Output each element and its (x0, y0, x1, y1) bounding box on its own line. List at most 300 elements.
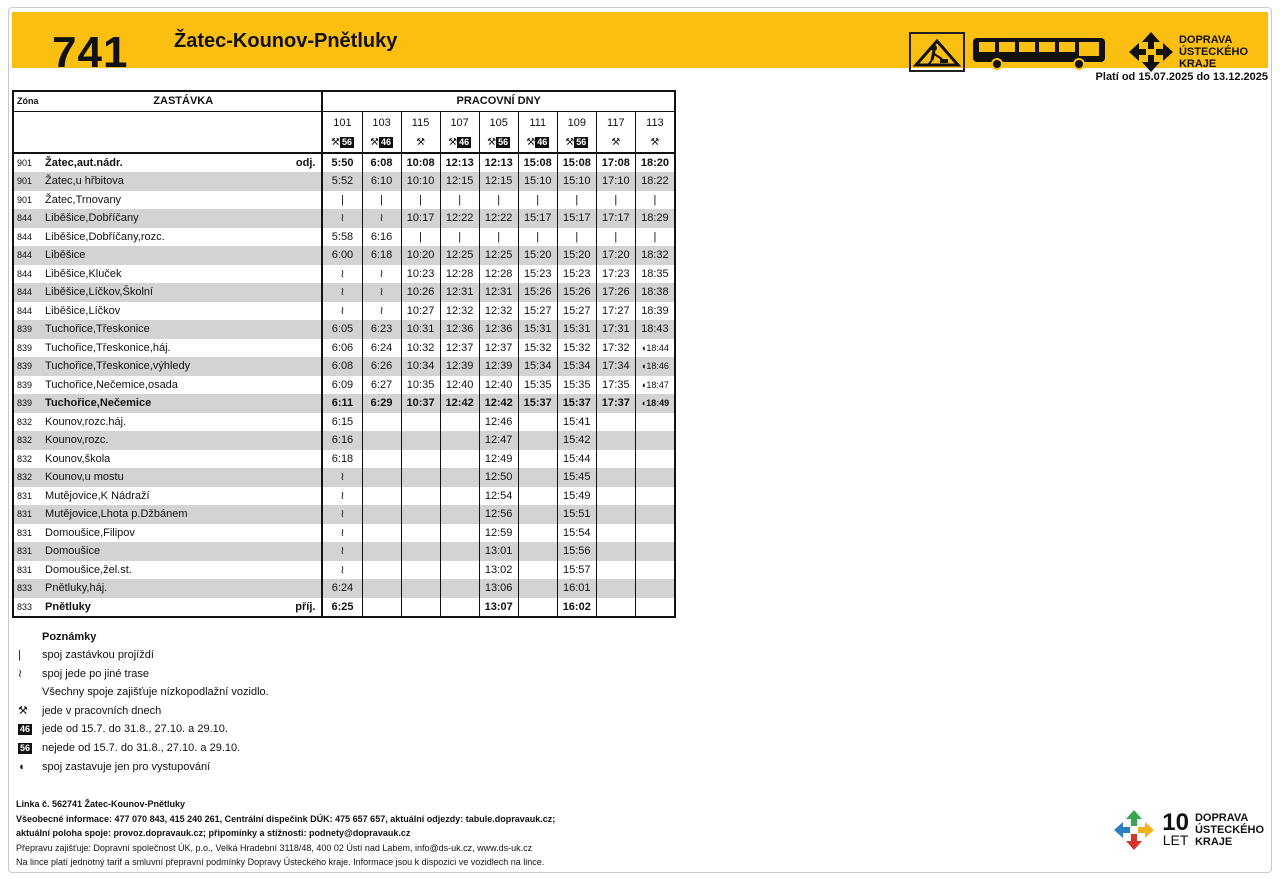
time-cell: 12:28 (440, 265, 479, 284)
workday-icon: ⚒ (487, 136, 497, 148)
time-cell: | (596, 191, 635, 210)
time-cell: 12:49 (479, 450, 518, 469)
time-cell (362, 542, 401, 561)
trip-column-header (401, 111, 440, 153)
stop-name: Tuchořice,Nečemice,osada (45, 378, 178, 391)
time-cell: 17:08 (596, 153, 635, 173)
zone-header: Zóna (13, 91, 45, 111)
trip-number: 103 (372, 116, 391, 129)
time-cell (401, 505, 440, 524)
note-text: spoj zastavuje jen pro vystupování (42, 760, 211, 773)
time-cell: 18:20 (635, 153, 675, 173)
zone-cell: 901 (13, 172, 45, 191)
note-symbol (16, 702, 42, 721)
time-cell: 15:37 (557, 394, 596, 413)
zone-cell: 833 (13, 598, 45, 618)
time-cell: | (635, 191, 675, 210)
time-cell (401, 487, 440, 506)
zone-cell: 832 (13, 431, 45, 450)
time-cell: 12:39 (440, 357, 479, 376)
time-cell: ≀ (322, 542, 362, 561)
time-cell: 6:00 (322, 246, 362, 265)
notes-title: Poznámky (42, 631, 97, 643)
note-symbol (16, 739, 42, 758)
trip-symbols (480, 134, 518, 152)
table-row (13, 487, 675, 506)
note-item (16, 702, 269, 721)
trip-column-header (635, 111, 675, 153)
time-cell: 15:32 (518, 339, 557, 358)
roadwork-icon (909, 32, 965, 72)
table-row (13, 228, 675, 247)
stop-cell (45, 320, 322, 339)
time-cell: 12:42 (479, 394, 518, 413)
note-item (16, 720, 269, 739)
time-cell: 18:43 (635, 320, 675, 339)
bus-icon (971, 34, 1107, 70)
time-cell (518, 524, 557, 543)
time-cell: 15:10 (557, 172, 596, 191)
time-cell: ≀ (362, 265, 401, 284)
workday-icon: ⚒ (370, 136, 379, 148)
note-text: Všechny spoje zajišťuje nízkopodlažní vozidlo. (42, 686, 269, 699)
zone-cell: 831 (13, 505, 45, 524)
time-cell: 15:34 (557, 357, 596, 376)
time-cell: 15:20 (518, 246, 557, 265)
time-cell: 15:27 (557, 302, 596, 321)
time-cell (440, 468, 479, 487)
time-cell: 10:32 (401, 339, 440, 358)
time-cell (596, 431, 635, 450)
time-cell: 12:25 (479, 246, 518, 265)
time-cell (596, 542, 635, 561)
anniversary-logo (1112, 808, 1264, 852)
table-row (13, 394, 675, 413)
stop-name: Tuchořice,Třeskonice,háj. (45, 341, 171, 354)
stop-cell (45, 191, 322, 210)
note-item (16, 758, 269, 777)
time-cell: 10:23 (401, 265, 440, 284)
brand-name (1179, 34, 1248, 70)
time-cell (635, 450, 675, 469)
workday-icon: ⚒ (416, 136, 426, 148)
time-cell: 13:07 (479, 598, 518, 618)
time-cell (401, 579, 440, 598)
table-row (13, 153, 675, 173)
table-header-row (13, 91, 675, 111)
time-cell (635, 579, 675, 598)
note-text: spoj zastávkou projíždí (42, 649, 154, 661)
time-cell: ≀ (322, 505, 362, 524)
stop-name: Domoušice,Filipov (45, 526, 135, 539)
time-cell (596, 598, 635, 618)
time-cell: 17:17 (596, 209, 635, 228)
stop-name: Domoušice (45, 545, 101, 558)
zone-cell: 839 (13, 339, 45, 358)
time-cell: 18:39 (635, 302, 675, 321)
time-cell: 12:40 (479, 376, 518, 395)
time-cell (440, 561, 479, 580)
time-cell: 15:51 (557, 505, 596, 524)
time-cell: | (322, 191, 362, 210)
time-cell (635, 561, 675, 580)
trip-symbols (441, 134, 479, 152)
footer-operator: Přepravu zajišťuje: Dopravní společnost ÚK, p.o., Velká Hradební 3118/48, 400 02 Ústí nad Labem, info@ds-uk.cz, www.ds-uk.cz (16, 842, 533, 853)
workday-icon: ⚒ (611, 136, 621, 148)
anniversary-brand (1195, 812, 1264, 848)
time-cell (362, 431, 401, 450)
time-cell: 16:01 (557, 579, 596, 598)
time-cell: 5:52 (322, 172, 362, 191)
time-cell: 10:26 (401, 283, 440, 302)
route-name: Žatec-Kounov-Pnětluky (174, 30, 398, 52)
time-cell: 12:22 (479, 209, 518, 228)
footer-line-id: Linka č. 562741 Žatec-Kounov-Pnětluky (16, 799, 186, 809)
note-text: nejede od 15.7. do 31.8., 27.10. a 29.10. (42, 741, 241, 754)
stop-cell (45, 246, 322, 265)
zone-cell: 844 (13, 246, 45, 265)
brand-arrows-icon (1127, 30, 1175, 74)
time-cell (596, 487, 635, 506)
note-symbol (16, 720, 42, 739)
note-text: spoj jede po jiné trase (42, 667, 150, 680)
stop-name: Žatec,u hřbitova (45, 175, 124, 188)
trip-number: 109 (567, 116, 586, 129)
zone-cell: 832 (13, 450, 45, 469)
zone-cell: 844 (13, 209, 45, 228)
zone-cell: 839 (13, 320, 45, 339)
time-cell: 15:44 (557, 450, 596, 469)
table-row (13, 191, 675, 210)
note-symbol-glyph: | (18, 649, 21, 661)
time-cell: 12:22 (440, 209, 479, 228)
time-cell: 10:35 (401, 376, 440, 395)
table-row (13, 209, 675, 228)
stop-cell (45, 228, 322, 247)
trip-number: 115 (411, 116, 430, 129)
stop-cell (45, 283, 322, 302)
time-cell: 10:08 (401, 153, 440, 173)
table-row (13, 431, 675, 450)
time-cell: 13:01 (479, 542, 518, 561)
time-cell: 12:13 (479, 153, 518, 173)
time-cell: 6:25 (322, 598, 362, 618)
time-cell: 15:35 (557, 376, 596, 395)
note-symbol-glyph: ◖ (18, 760, 25, 773)
time-cell: 6:24 (322, 579, 362, 598)
note-text: jede od 15.7. do 31.8., 27.10. a 29.10. (42, 723, 228, 736)
time-cell: 6:29 (362, 394, 401, 413)
zone-cell: 831 (13, 561, 45, 580)
time-cell: 17:23 (596, 265, 635, 284)
time-cell (635, 524, 675, 543)
trip-badge: 46 (381, 136, 392, 147)
time-cell: 6:16 (322, 431, 362, 450)
footer-contacts-2: aktuální poloha spoje: provoz.dopravauk.cz; připomínky a stížnosti: podnety@dopravauk.cz (16, 828, 411, 838)
time-cell: 12:39 (479, 357, 518, 376)
trip-number: 113 (646, 116, 664, 129)
time-cell: 6:27 (362, 376, 401, 395)
time-cell: 12:15 (440, 172, 479, 191)
stop-name: Tuchořice,Třeskonice (45, 323, 150, 336)
time-cell (362, 524, 401, 543)
note-symbol-glyph: ⚒ (18, 704, 28, 717)
note-symbol (16, 758, 42, 777)
stop-cell (45, 394, 322, 413)
time-cell: ≀ (322, 302, 362, 321)
time-cell: 12:36 (479, 320, 518, 339)
time-cell: 15:20 (557, 246, 596, 265)
time-cell: 15:23 (557, 265, 596, 284)
zone-cell: 832 (13, 468, 45, 487)
time-cell: 15:27 (518, 302, 557, 321)
time-cell: 6:26 (362, 357, 401, 376)
trip-number: 107 (450, 116, 469, 129)
time-cell: 18:29 (635, 209, 675, 228)
trip-badge: 56 (341, 136, 352, 147)
time-cell (440, 450, 479, 469)
time-cell (362, 468, 401, 487)
time-cell: 6:08 (362, 153, 401, 173)
time-cell: 18:38 (635, 283, 675, 302)
trip-column-header (322, 111, 362, 153)
table-row (13, 450, 675, 469)
time-cell: | (557, 228, 596, 247)
time-cell: 15:08 (518, 153, 557, 173)
time-cell: 12:40 (440, 376, 479, 395)
time-cell: 15:57 (557, 561, 596, 580)
days-header: PRACOVNÍ DNY (322, 91, 675, 111)
time-cell (362, 579, 401, 598)
time-cell: 17:27 (596, 302, 635, 321)
time-cell: 10:31 (401, 320, 440, 339)
time-cell: 13:06 (479, 579, 518, 598)
workday-icon: ⚒ (650, 136, 660, 148)
time-cell: 12:25 (440, 246, 479, 265)
time-cell: 12:31 (440, 283, 479, 302)
time-cell (518, 598, 557, 618)
time-cell: 12:47 (479, 431, 518, 450)
time-cell: 17:26 (596, 283, 635, 302)
time-cell (635, 598, 675, 618)
zone-cell: 844 (13, 302, 45, 321)
header-icons (909, 28, 1248, 76)
time-cell: 12:42 (440, 394, 479, 413)
stop-name: Tuchořice,Třeskonice,výhledy (45, 360, 191, 373)
time-cell: 15:17 (557, 209, 596, 228)
time-cell: 15:35 (518, 376, 557, 395)
table-row (13, 468, 675, 487)
anniversary-let: LET (1162, 832, 1189, 848)
time-cell (440, 542, 479, 561)
zone-cell: 831 (13, 542, 45, 561)
footer-info (16, 797, 555, 870)
time-cell: 16:02 (557, 598, 596, 618)
brand-line: KRAJE (1178, 58, 1217, 70)
time-cell: | (596, 228, 635, 247)
trip-number: 101 (333, 116, 352, 129)
stop-cell (45, 153, 322, 173)
stop-name: Žatec,Trnovany (45, 193, 122, 206)
stop-header: ZASTÁVKA (45, 91, 322, 111)
time-cell: 6:18 (362, 246, 401, 265)
time-cell (596, 505, 635, 524)
time-cell: | (479, 191, 518, 210)
note-symbol (16, 665, 42, 684)
note-item (16, 646, 269, 665)
time-cell: 6:11 (322, 394, 362, 413)
stop-cell (45, 357, 322, 376)
trip-column-header (362, 111, 401, 153)
stop-cell (45, 561, 322, 580)
time-cell (401, 561, 440, 580)
time-cell: ≀ (322, 209, 362, 228)
time-cell: 12:36 (440, 320, 479, 339)
stop-name: Liběšice,Líčkov,Školní (45, 286, 154, 299)
time-cell: 15:56 (557, 542, 596, 561)
time-cell: 15:10 (518, 172, 557, 191)
zone-cell: 839 (13, 394, 45, 413)
time-cell: | (440, 228, 479, 247)
note-text: jede v pracovních dnech (42, 704, 162, 717)
time-cell: 15:42 (557, 431, 596, 450)
trip-column-header (479, 111, 518, 153)
time-cell (362, 505, 401, 524)
table-row (13, 598, 675, 618)
stop-name: Liběšice,Dobříčany,rozc. (45, 230, 165, 243)
stop-cell (45, 209, 322, 228)
stop-name: Kounov,u mostu (45, 471, 124, 484)
time-cell: 18:22 (635, 172, 675, 191)
time-cell: ◖18:46 (635, 357, 675, 376)
note-symbol-glyph: 46 (20, 724, 31, 735)
zone-cell: 844 (13, 228, 45, 247)
zone-cell: 839 (13, 357, 45, 376)
stop-cell (45, 302, 322, 321)
time-cell: 6:06 (322, 339, 362, 358)
timetable (12, 90, 676, 618)
time-cell: 18:35 (635, 265, 675, 284)
zone-cell: 831 (13, 524, 45, 543)
time-cell: ≀ (322, 265, 362, 284)
trip-column-header (518, 111, 557, 153)
brand-logo (1127, 30, 1248, 74)
time-cell: 15:31 (557, 320, 596, 339)
trip-symbols (363, 134, 401, 152)
stop-cell (45, 431, 322, 450)
time-cell: 17:20 (596, 246, 635, 265)
time-cell: 6:08 (322, 357, 362, 376)
time-cell (440, 598, 479, 618)
note-item (16, 665, 269, 684)
time-cell (440, 505, 479, 524)
note-item (16, 683, 269, 702)
table-row (13, 561, 675, 580)
footer-contacts: Všeobecné informace: 477 070 843, 415 240 261, Centrální dispečink DÚK: 475 657 657, aktuální odjezdy: tabule.dopravauk.cz; (16, 813, 556, 824)
stop-cell (45, 524, 322, 543)
time-cell: | (362, 191, 401, 210)
time-cell (362, 598, 401, 618)
time-cell: ≀ (362, 209, 401, 228)
time-cell: 5:58 (322, 228, 362, 247)
time-cell (362, 450, 401, 469)
validity-period: Platí od 15.07.2025 do 13.12.2025 (1095, 71, 1268, 83)
trip-symbols (597, 134, 635, 152)
zone-cell: 901 (13, 191, 45, 210)
time-cell (440, 413, 479, 432)
time-cell: 12:56 (479, 505, 518, 524)
timetable-body (13, 153, 675, 618)
trip-number: 117 (607, 116, 625, 129)
trip-number: 111 (529, 116, 547, 129)
trip-symbols (636, 134, 674, 152)
note-item (16, 739, 269, 758)
time-cell: 12:46 (479, 413, 518, 432)
zone-cell: 833 (13, 579, 45, 598)
trip-badge: 46 (459, 136, 470, 147)
table-row (13, 283, 675, 302)
time-cell (401, 468, 440, 487)
stop-cell (45, 376, 322, 395)
anniversary-brand-line: KRAJE (1194, 836, 1233, 848)
time-cell: 12:37 (479, 339, 518, 358)
time-cell: 12:37 (440, 339, 479, 358)
trip-number-row (13, 111, 675, 153)
brand-line: ÚSTECKÉHO (1178, 46, 1248, 58)
notes-list (16, 646, 269, 776)
time-cell (635, 505, 675, 524)
time-cell: 6:10 (362, 172, 401, 191)
trip-badge: 56 (498, 136, 509, 147)
time-cell: 15:23 (518, 265, 557, 284)
stop-cell (45, 598, 322, 618)
time-cell: 15:41 (557, 413, 596, 432)
time-cell (635, 542, 675, 561)
time-cell: 10:27 (401, 302, 440, 321)
stop-cell (45, 468, 322, 487)
time-cell: 15:45 (557, 468, 596, 487)
time-cell: 15:34 (518, 357, 557, 376)
time-cell (635, 431, 675, 450)
time-cell: 15:37 (518, 394, 557, 413)
time-cell: 17:31 (596, 320, 635, 339)
stop-cell (45, 542, 322, 561)
time-cell: 12:31 (479, 283, 518, 302)
time-cell: | (440, 191, 479, 210)
stop-name: Pnětluky,háj. (45, 582, 108, 595)
stop-cell (45, 265, 322, 284)
zone-cell: 901 (13, 153, 45, 173)
time-cell: 15:49 (557, 487, 596, 506)
time-cell: 12:28 (479, 265, 518, 284)
time-cell (401, 450, 440, 469)
time-cell: 10:20 (401, 246, 440, 265)
time-cell: ≀ (362, 283, 401, 302)
stop-name: Kounov,rozc.háj. (45, 415, 127, 428)
time-cell (518, 579, 557, 598)
stop-name: Kounov,rozc. (45, 434, 109, 447)
time-cell: 17:37 (596, 394, 635, 413)
time-cell: 15:32 (557, 339, 596, 358)
stop-name: Liběšice,Líčkov (45, 304, 121, 317)
time-cell (518, 431, 557, 450)
stop-name: Domoušice,žel.st. (45, 563, 132, 576)
time-cell: 15:31 (518, 320, 557, 339)
table-row (13, 302, 675, 321)
table-row (13, 579, 675, 598)
stop-cell (45, 487, 322, 506)
anniversary-brand-line: ÚSTECKÉHO (1194, 824, 1264, 836)
